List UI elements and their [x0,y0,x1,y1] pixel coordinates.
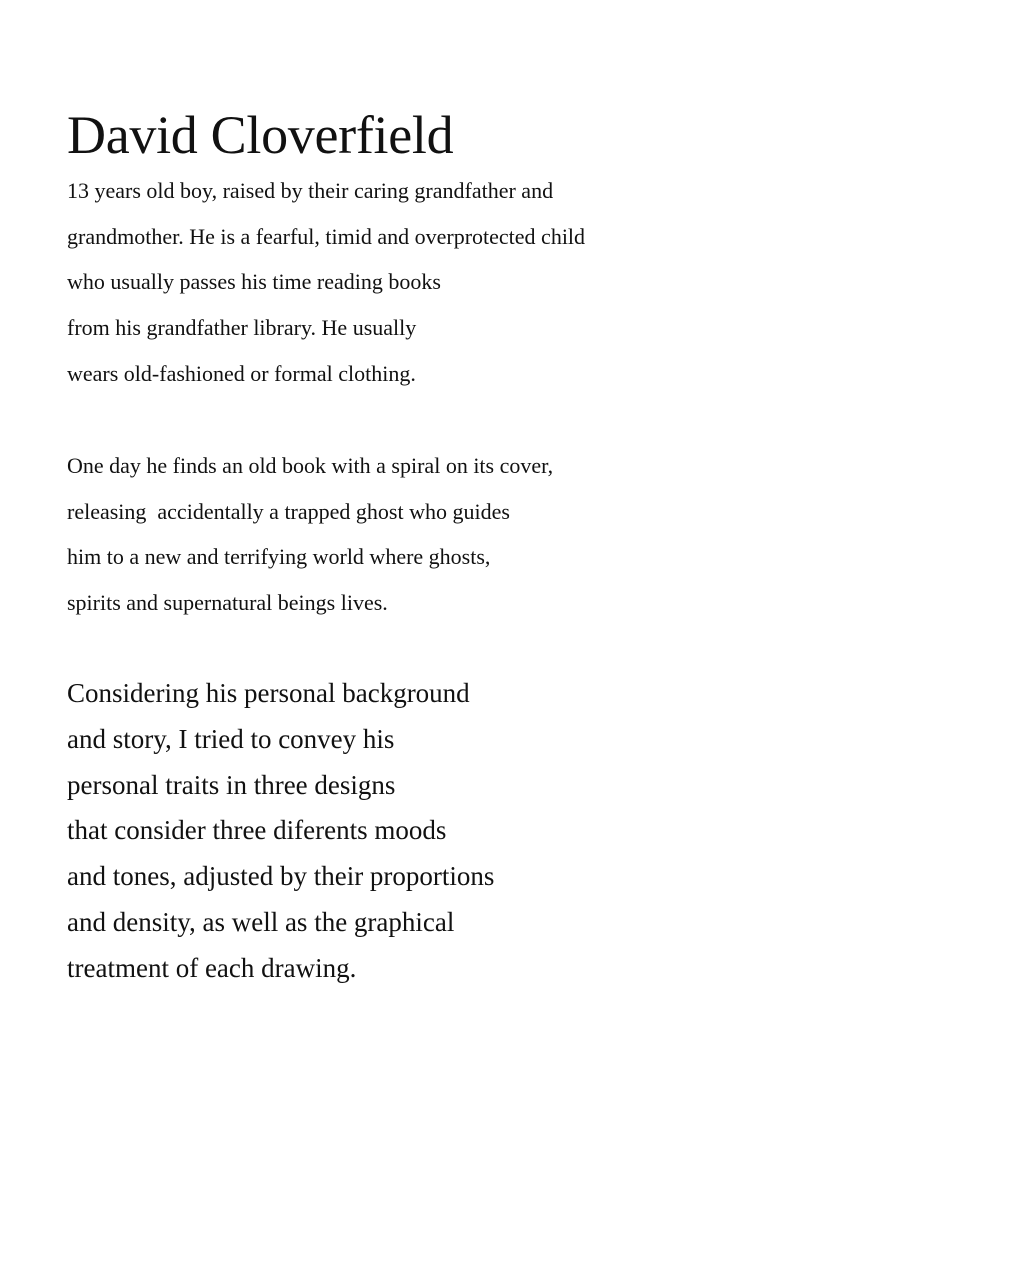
paragraph-line: Considering his personal background [67,678,470,708]
paragraph-line: him to a new and terrifying world where ghosts, [67,544,491,570]
paragraph-line: and tones, adjusted by their proportions [67,861,495,892]
paragraph-line: wears old-fashioned or formal clothing. [67,360,416,386]
paragraph-line: and story, I tried to convey his [67,723,395,754]
paragraph-line: grandmother. He is a fearful, timid and overprotected child [67,223,586,249]
intro-paragraph [67,168,585,396]
paragraph-line: that consider three diferents moods [67,815,447,846]
story-paragraph [67,443,553,626]
paragraph-line: spirits and supernatural beings lives. [67,590,388,616]
paragraph-line: treatment of each drawing. [67,952,357,983]
paragraph-line: 13 years old boy, raised by their caring grandfather and [67,178,554,203]
paragraph-line: who usually passes his time reading books [67,269,441,295]
paragraph-line: personal traits in three designs [67,769,396,800]
paragraph-line: One day he finds an old book with a spiral on its cover, [67,453,554,478]
page-title: David Cloverfield [67,105,454,165]
paragraph-line: from his grandfather library. He usually [67,315,417,341]
paragraph-line: releasing accidentally a trapped ghost who guides [67,498,510,524]
design-paragraph [67,671,494,992]
paragraph-line: and density, as well as the graphical [67,906,455,937]
